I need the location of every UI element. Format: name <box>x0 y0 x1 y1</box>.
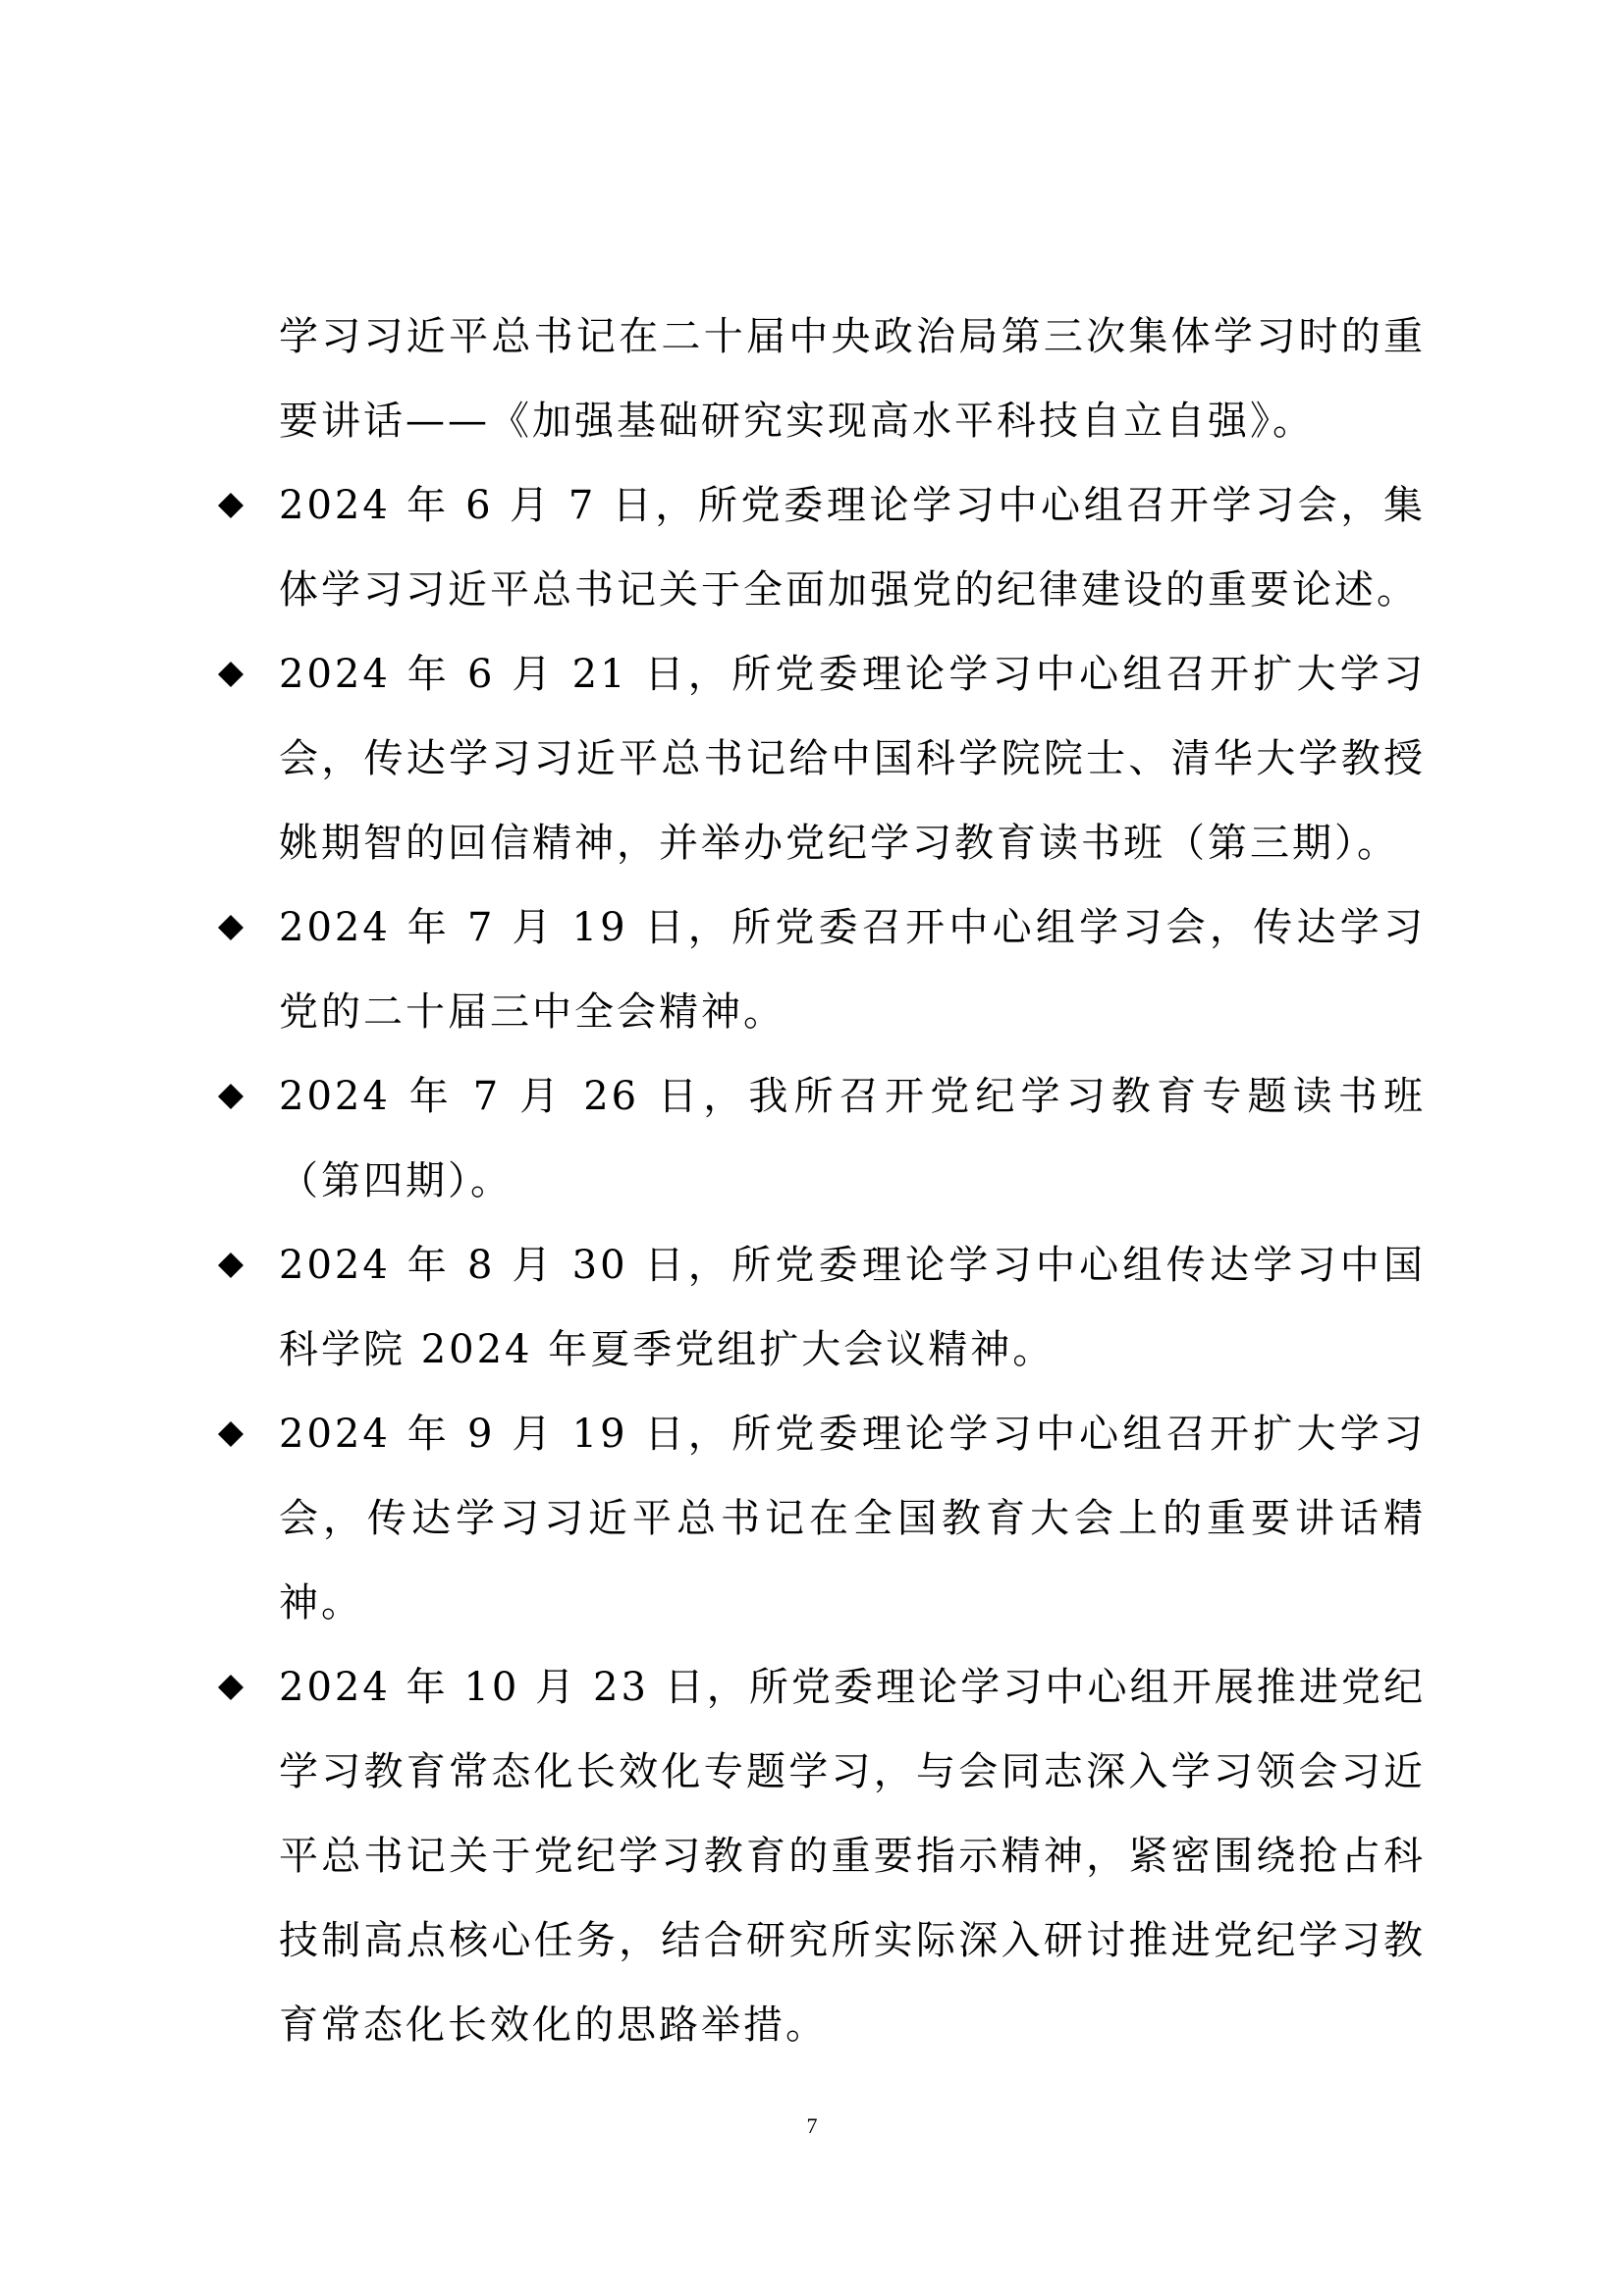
list-item-text: 2024 年 7 月 19 日，所党委召开中心组学习会，传达学习党的二十届三中全会精神。 <box>279 905 1426 1035</box>
list-item-text: 2024 年 9 月 19 日，所党委理论学习中心组召开扩大学习会，传达学习习近平总书记在全国教育大会上的重要讲话精神。 <box>279 1412 1426 1626</box>
list-item-text: 2024 年 10 月 23 日，所党委理论学习中心组开展推进党纪学习教育常态化长效化专题学习，与会同志深入学习领会习近平总书记关于党纪学习教育的重要指示精神，紧密围绕抢占科技制高点核心任务，结合研究所实际深入研讨推进党纪学习教育常态化长效化的思路举措。 <box>279 1665 1426 2048</box>
list-item-text: 2024 年 8 月 30 日，所党委理论学习中心组传达学习中国科学院 2024 年夏季党组扩大会议精神。 <box>279 1243 1426 1372</box>
diamond-bullet-icon <box>218 1421 244 1447</box>
continuation-paragraph <box>218 294 1426 463</box>
page-number: 7 <box>806 2113 818 2138</box>
list-item <box>218 1054 1426 1223</box>
list-item <box>218 632 1426 885</box>
list-item <box>218 463 1426 632</box>
continuation-text: 学习习近平总书记在二十届中央政治局第三次集体学习时的重要讲话——《加强基础研究实现高水平科技自立自强》。 <box>279 314 1426 444</box>
diamond-bullet-icon <box>218 662 244 687</box>
diamond-bullet-icon <box>218 1084 244 1109</box>
document-body <box>218 294 1426 2067</box>
list-item-text: 2024 年 7 月 26 日，我所召开党纪学习教育专题读书班（第四期）。 <box>279 1074 1426 1203</box>
diamond-bullet-icon <box>218 915 244 940</box>
list-item-text: 2024 年 6 月 21 日，所党委理论学习中心组召开扩大学习会，传达学习习近平总书记给中国科学院院士、清华大学教授姚期智的回信精神，并举办党纪学习教育读书班（第三期）。 <box>279 652 1426 866</box>
diamond-bullet-icon <box>218 1253 244 1278</box>
list-item-text: 2024 年 6 月 7 日，所党委理论学习中心组召开学习会，集体学习习近平总书记关于全面加强党的纪律建设的重要论述。 <box>279 483 1426 613</box>
diamond-bullet-icon <box>218 1675 244 1700</box>
list-item <box>218 1223 1426 1392</box>
list-item <box>218 885 1426 1054</box>
diamond-bullet-icon <box>218 493 244 518</box>
list-item <box>218 1645 1426 2067</box>
list-item <box>218 1392 1426 1645</box>
